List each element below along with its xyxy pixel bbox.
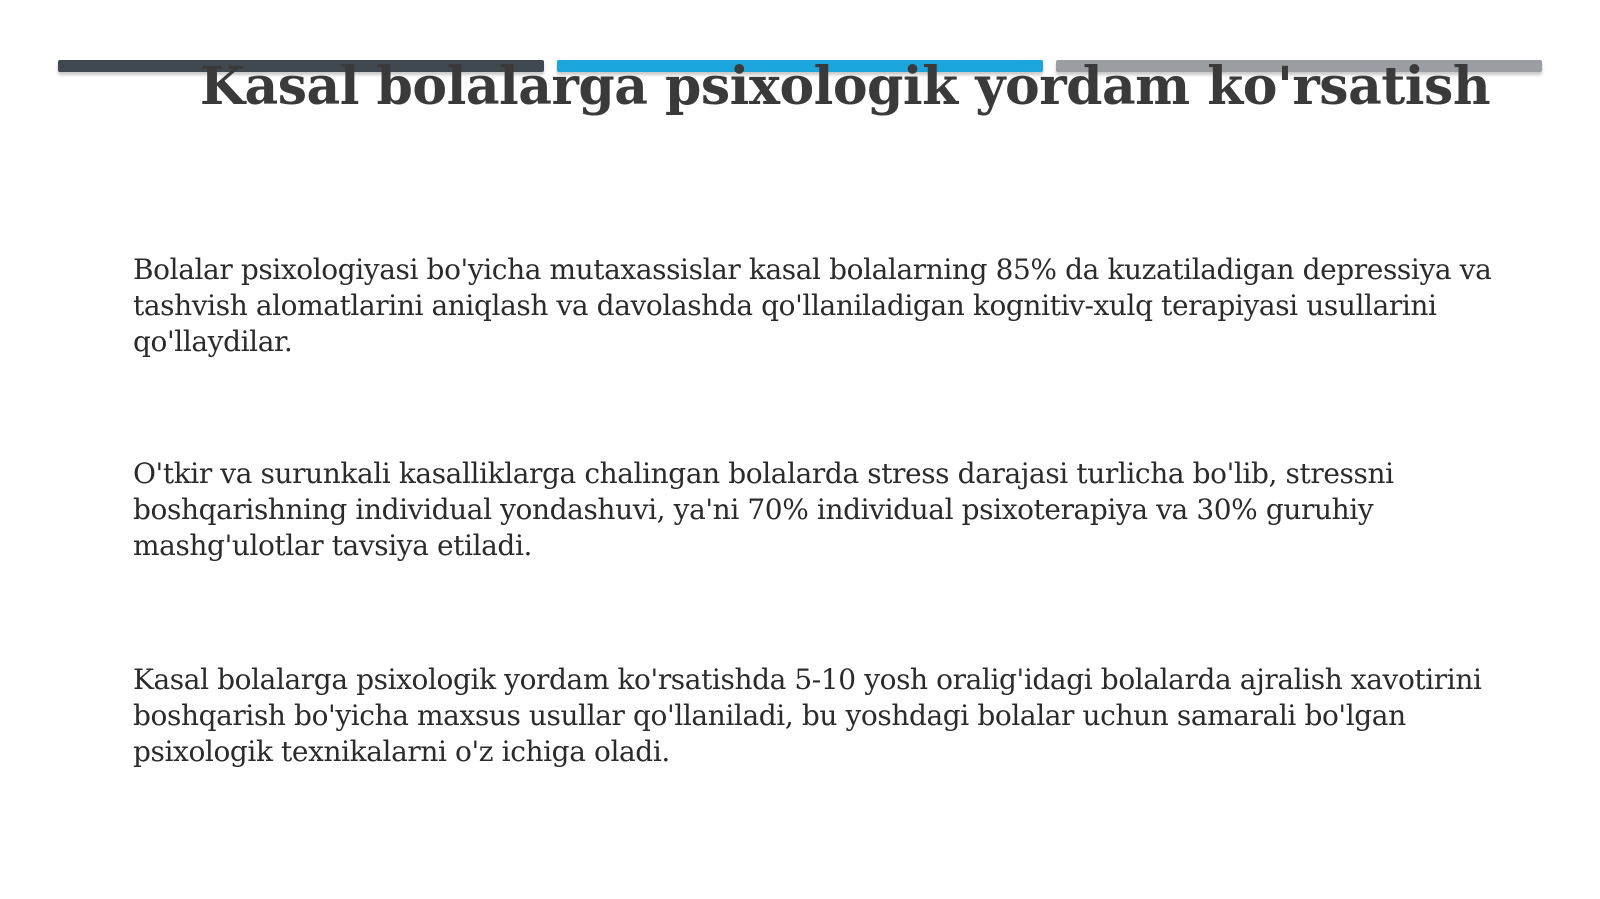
slide-title: Kasal bolalarga psixologik yordam ko'rsatish — [199, 56, 1491, 117]
paragraph-3: Kasal bolalarga psixologik yordam ko'rsatishda 5-10 yosh oralig'idagi bolalarda ajralish xavotirini boshqarish bo'yicha maxsus usullar qo'llaniladi, bu yoshdagi bolalar uchun samarali bo'lgan psixologik texnikalarni o'z ichiga oladi. — [133, 663, 1482, 768]
paragraph-2: O'tkir va surunkali kasalliklarga chalingan bolalarda stress darajasi turlicha bo'lib, stressni boshqarishning individual yondashuvi, ya'ni 70% individual psixoterapiya va 30% guruhiy mashg'ulotlar tavsiya etiladi. — [133, 457, 1394, 562]
paragraph-1: Bolalar psixologiyasi bo'yicha mutaxassislar kasal bolalarning 85% da kuzatiladigan depressiya va tashvish alomatlarini aniqlash va davolashda qo'llaniladigan kognitiv-xulq terapiyasi usullarini qo'llaydilar. — [133, 253, 1492, 358]
